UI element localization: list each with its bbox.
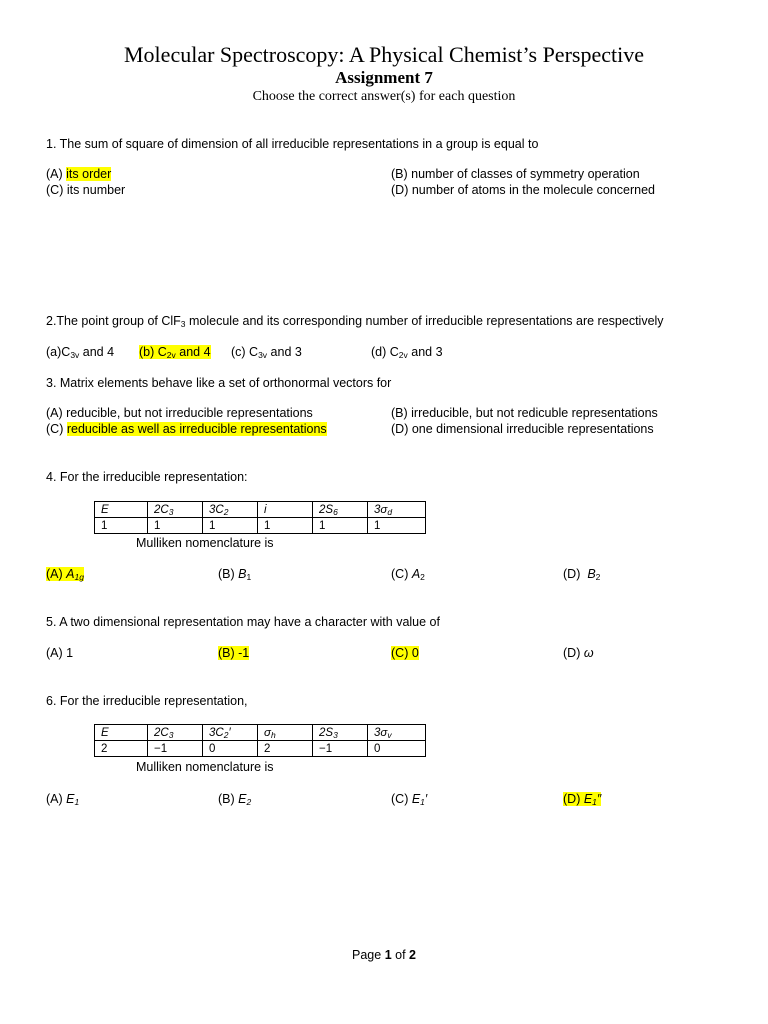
table-cell: 0 (368, 741, 426, 757)
q3-option-a: (A) reducible, but not irreducible representations (46, 406, 313, 420)
page-number: Page 1 of 2 (352, 948, 416, 962)
q2-option-b: (b) $C_{2v}$ and 4 (139, 345, 211, 360)
table-cell: $2S_3$ (313, 725, 368, 741)
q3-option-d: (D) one dimensional irreducible representations (391, 422, 654, 436)
table-cell: 1 (95, 518, 148, 534)
q6-option-d: (D) $E_1''$ (563, 792, 602, 807)
q6-character-table (94, 724, 426, 757)
table-cell: $2C_3$ (148, 502, 203, 518)
q6-caption: Mulliken nomenclature is (136, 760, 274, 774)
question-5: 5. A two dimensional representation may have a character with value of (46, 615, 440, 629)
table-cell: −1 (313, 741, 368, 757)
table-cell: 2 (258, 741, 313, 757)
table-cell: 1 (203, 518, 258, 534)
q5-option-d: (D) ω (563, 646, 594, 660)
table-cell: $3C_2'$ (203, 725, 258, 741)
table-cell: 2 (95, 741, 148, 757)
q1-option-a: (A) its order (46, 167, 112, 181)
q6-option-b: (B) $E_2$ (218, 792, 252, 807)
table-row (95, 518, 426, 534)
q2-option-a: $(a)C_{3v}$ and 4 (46, 345, 115, 360)
question-3: 3. Matrix elements behave like a set of orthonormal vectors for (46, 376, 392, 390)
page-title: Molecular Spectroscopy: A Physical Chemist’s Perspective (124, 42, 644, 67)
table-cell: $3\sigma_d$ (368, 502, 426, 518)
q1-option-c: (C) its number (46, 183, 126, 197)
table-cell: $2S_6$ (313, 502, 368, 518)
q4-option-b: (B) $B_1$ (218, 567, 252, 582)
q6-option-c: (C) $E_1'$ (391, 792, 428, 807)
table-cell: E (95, 725, 148, 741)
table-header-row (95, 502, 426, 518)
table-cell: 1 (148, 518, 203, 534)
table-cell: 1 (313, 518, 368, 534)
question-1: 1. The sum of square of dimension of all irreducible representations in a group is equal to (46, 137, 539, 151)
q2-option-d: (d) $C_{2v}$ and 3 (371, 345, 443, 360)
q4-option-d: (D) $B_2$ (563, 567, 601, 582)
q3-option-c-highlight: reducible as well as irreducible representations (66, 422, 327, 436)
question-2: 2.The point group of ClF$_3$ molecule and its corresponding number of irreducible representations are respectively (46, 314, 664, 329)
table-row (95, 741, 426, 757)
table-cell: $\sigma_h$ (258, 725, 313, 741)
table-cell: 1 (368, 518, 426, 534)
q6-option-a: (A) $E_1$ (46, 792, 80, 807)
question-4: 4. For the irreducible representation: (46, 470, 248, 484)
table-cell: 0 (203, 741, 258, 757)
table-cell: E (95, 502, 148, 518)
q4-option-c: (C) $A_2$ (391, 567, 425, 582)
q5-option-b: (B) -1 (218, 646, 250, 660)
q3-option-c: (C) reducible as well as irreducible representations (46, 422, 327, 436)
table-cell: $2C_3$ (148, 725, 203, 741)
q4-character-table (94, 501, 426, 534)
q2-option-c: (c) $C_{3v}$ and 3 (231, 345, 302, 360)
q4-caption: Mulliken nomenclature is (136, 536, 274, 550)
q5-option-c: (C) 0 (391, 646, 419, 660)
table-cell: −1 (148, 741, 203, 757)
table-cell: $3\sigma_v$ (368, 725, 426, 741)
assignment-subtitle: Assignment 7 (335, 68, 433, 87)
question-6: 6. For the irreducible representation, (46, 694, 248, 708)
q1-option-d: (D) number of atoms in the molecule concerned (391, 183, 656, 197)
q5-option-a: (A) 1 (46, 646, 74, 660)
q4-option-a: (A) $A_{1g}$ (46, 567, 84, 582)
table-cell: i (258, 502, 313, 518)
table-cell: 1 (258, 518, 313, 534)
q3-option-b: (B) irreducible, but not redicuble representations (391, 406, 658, 420)
q1-option-a-highlight: its order (66, 167, 112, 181)
instructions: Choose the correct answer(s) for each question (252, 89, 516, 104)
q1-option-b: (B) number of classes of symmetry operation (391, 167, 640, 181)
table-header-row (95, 725, 426, 741)
table-cell: $3C_2$ (203, 502, 258, 518)
